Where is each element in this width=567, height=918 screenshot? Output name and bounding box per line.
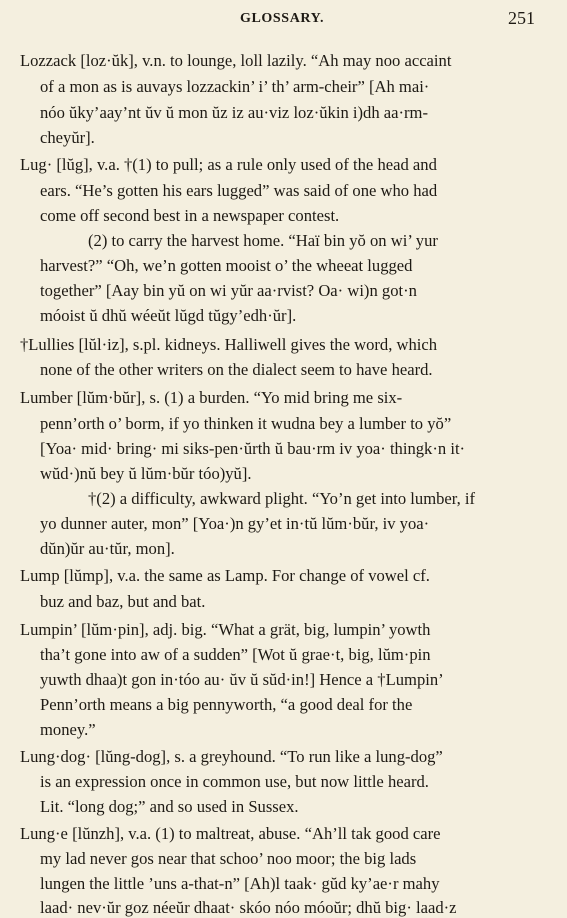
text-line: cheyŭr]. [40,128,95,147]
text-line: tha’t gone into aw of a sudden” [Wot ŭ grae·t, big, lŭm·pin [40,645,431,664]
text-line: †Lullies [lŭl·iz], s.pl. kidneys. Halliwell gives the word, which [20,335,438,354]
text-line: Lug· [lŭg], v.a. †(1) to pull; as a rule only used of the head and [20,155,437,174]
text-line: together” [Aay bin yŭ on wi yŭr aa·rvist? Oa· wi)n got·n [40,281,417,300]
text-line: nóo ŭky’aay’nt ŭv ŭ mon ŭz iz au·viz loz·ŭkin i)dh aa·rm- [40,103,428,122]
text-line: Lozzack [loz·ŭk], v.n. to lounge, loll lazily. “Ah may noo accaint [20,51,452,70]
text-line: my lad never gos near that schoo’ noo moor; the big lads [40,849,417,868]
text-line: harvest?” “Oh, we’n gotten mooist o’ the wheeat lugged [40,256,413,275]
text-line: of a mon as is auvays lozzackin’ i’ th’ arm-cheir” [Ah mai· [40,77,430,96]
text-line: buz and baz, but and bat. [40,592,206,611]
text-line: wŭd·)nŭ bey ŭ lŭm·bŭr tóo)yŭ]. [40,464,252,483]
text-line: Penn’orth means a big pennyworth, “a good deal for the [40,695,413,714]
page-number: 251 [508,8,535,28]
running-head: GLOSSARY. [240,11,325,26]
text-line: Lumber [lŭm·bŭr], s. (1) a burden. “Yo mid bring me six- [20,388,403,407]
text-line: Lump [lŭmp], v.a. the same as Lamp. For change of vowel cf. [20,566,430,585]
text-line: dŭn)ŭr au·tŭr, mon]. [40,539,175,558]
text-line: Lung·e [lŭnzh], v.a. (1) to maltreat, abuse. “Ah’ll tak good care [20,824,441,843]
text-line: laad· nev·ŭr goz néeŭr dhaat· skóo nóo móoŭr; dhŭ big· laad·z [40,898,457,917]
text-line: (2) to carry the harvest home. “Haï bin yŏ on wi’ yur [88,231,438,250]
text-line: Lit. “long dog;” and so used in Sussex. [40,797,299,816]
text-line: ears. “He’s gotten his ears lugged” was said of one who had [40,181,438,200]
text-line: come off second best in a newspaper contest. [40,206,340,225]
text-line: money.” [40,720,96,739]
text-line: móoist ŭ dhŭ wéeŭt lŭgd tŭgy’edh·ŭr]. [40,306,297,325]
text-line: yo dunner auter, mon” [Yoa·)n gy’et in·tŭ lŭm·bŭr, iv yoa· [40,514,430,533]
text-line: lungen the little ’uns a-that-n” [Ah)l taak· gŭd ky’ae·r mahy [40,874,440,893]
text-line: none of the other writers on the dialect seem to have heard. [40,360,433,379]
text-line: †(2) a difficulty, awkward plight. “Yo’n get into lumber, if [88,489,476,508]
text-line: [Yoa· mid· bring· mi siks-pen·ŭrth ŭ bau·rm iv yoa· thingk·n it· [40,439,466,458]
text-line: Lung·dog· [lŭng-dog], s. a greyhound. “To run like a lung-dog” [20,747,443,766]
text-line: yuwth dhaa)t gon in·tóo au· ŭv ŭ sŭd·in!] Hence a †Lumpin’ [40,670,444,689]
text-line: penn’orth o’ borm, if yo thinken it wudna bey a lumber to yŏ” [40,414,452,433]
page-header [0,8,567,33]
text-line: Lumpin’ [lŭm·pin], adj. big. “What a grät, big, lumpin’ yowth [20,620,431,639]
text-line: is an expression once in common use, but now little heard. [40,772,429,791]
